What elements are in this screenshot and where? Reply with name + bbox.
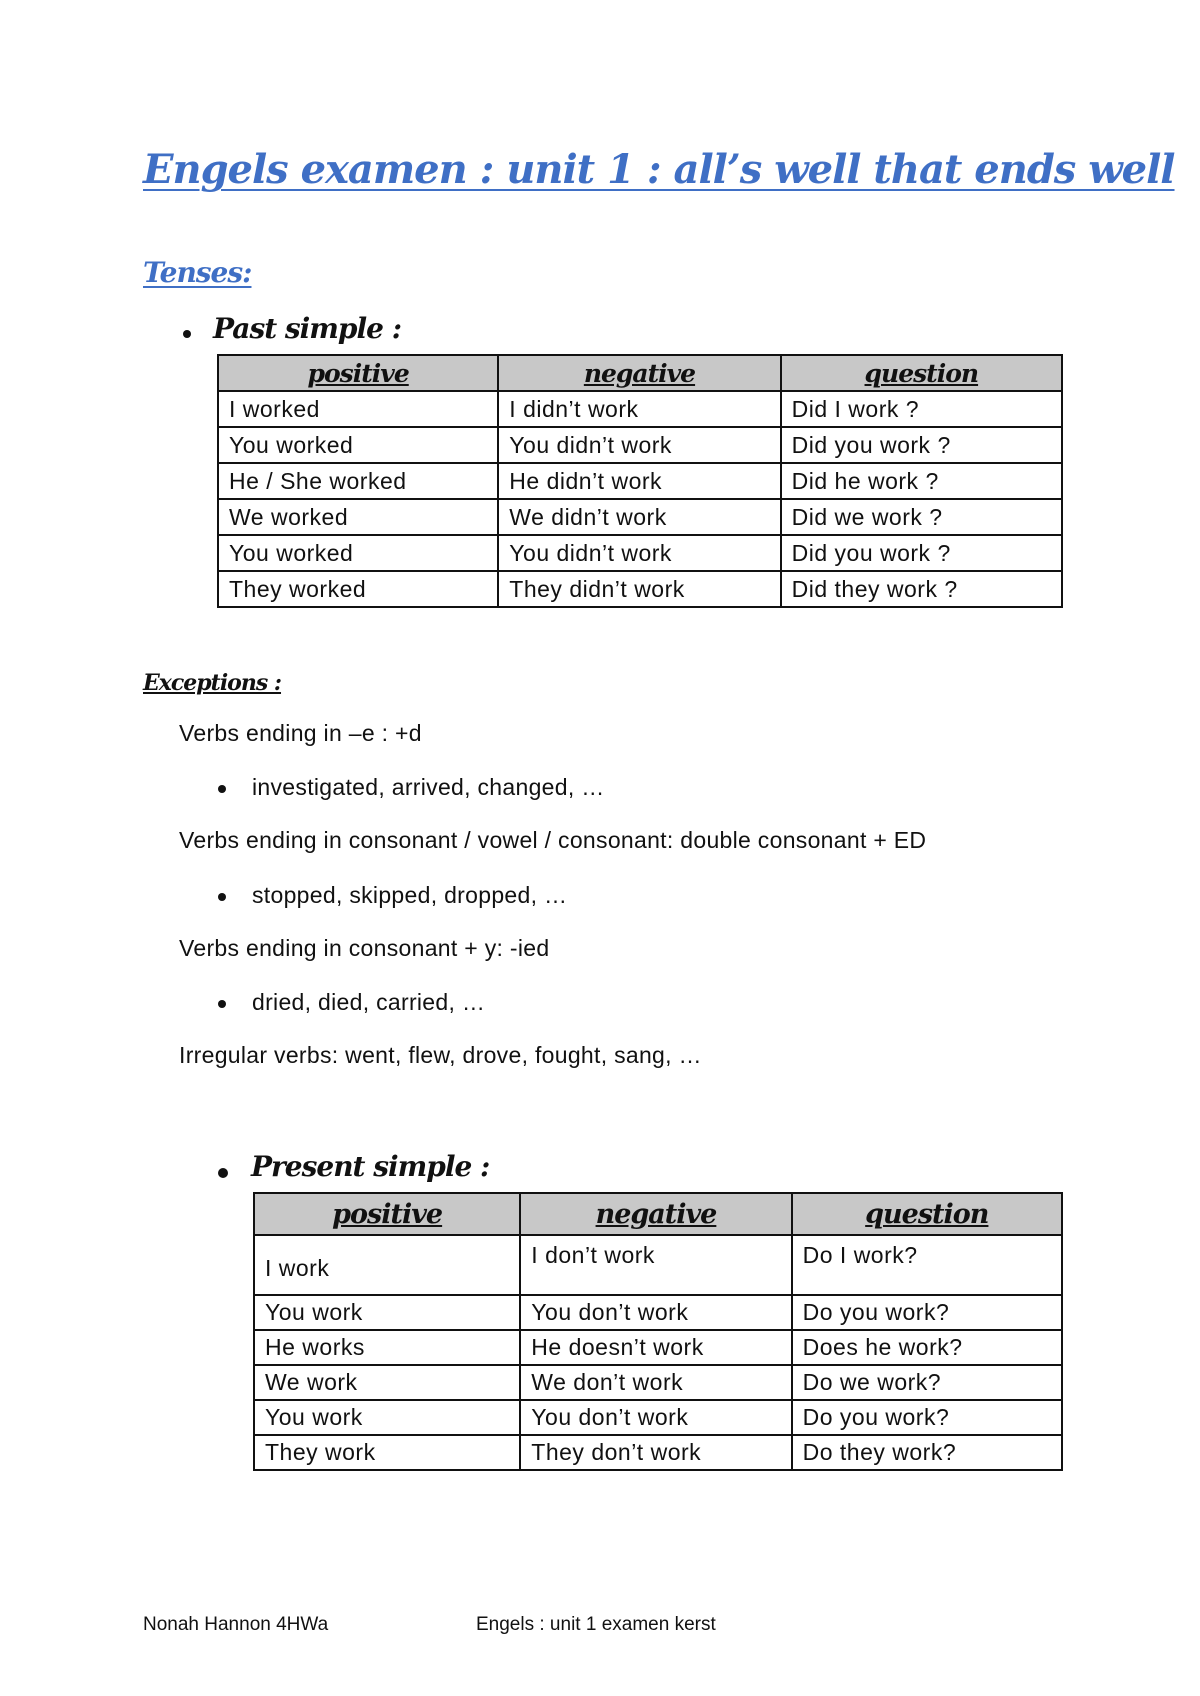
table-row — [254, 1400, 1062, 1435]
header-positive: positive — [218, 355, 498, 391]
rule-double-consonant: Verbs ending in consonant / vowel / consonant: double consonant + ED — [179, 827, 927, 853]
bullet-icon — [183, 330, 191, 338]
table-row — [218, 427, 1062, 463]
cell-negative: He didn’t work — [498, 463, 780, 499]
document-title: Engels examen : unit 1 : all’s well that ends well — [143, 146, 1175, 193]
table-header-row — [254, 1193, 1062, 1235]
example-e-ending: investigated, arrived, changed, … — [252, 774, 605, 800]
cell-positive: He / She worked — [218, 463, 498, 499]
cell-negative: We didn’t work — [498, 499, 780, 535]
cell-positive: You work — [254, 1400, 520, 1435]
cell-negative: He doesn’t work — [520, 1330, 791, 1365]
table-row — [254, 1330, 1062, 1365]
past-simple-table — [217, 354, 1063, 608]
cell-question: Did they work ? — [781, 571, 1062, 607]
bullet-icon — [218, 1168, 228, 1178]
cell-negative: We don’t work — [520, 1365, 791, 1400]
cell-positive: He works — [254, 1330, 520, 1365]
cell-negative: They didn’t work — [498, 571, 780, 607]
bullet-icon — [218, 785, 226, 793]
cell-positive: You work — [254, 1295, 520, 1330]
cell-positive: I work — [254, 1235, 520, 1295]
cell-positive: They work — [254, 1435, 520, 1470]
rule-irregular: Irregular verbs: went, flew, drove, fought, sang, … — [179, 1042, 702, 1068]
cell-positive: You worked — [218, 427, 498, 463]
cell-question: Do they work? — [792, 1435, 1062, 1470]
cell-question: Did he work ? — [781, 463, 1062, 499]
example-double-consonant: stopped, skipped, dropped, … — [252, 882, 568, 908]
cell-negative: I didn’t work — [498, 391, 780, 427]
cell-positive: I worked — [218, 391, 498, 427]
footer-document-title: Engels : unit 1 examen kerst — [476, 1614, 716, 1635]
tenses-heading: Tenses: — [143, 256, 252, 289]
rule-y-ending: Verbs ending in consonant + y: -ied — [179, 935, 550, 961]
cell-negative: You don’t work — [520, 1295, 791, 1330]
present-simple-heading: Present simple : — [251, 1150, 490, 1183]
table-row — [254, 1365, 1062, 1400]
cell-question: Did we work ? — [781, 499, 1062, 535]
header-negative: negative — [520, 1193, 791, 1235]
rule-e-ending: Verbs ending in –e : +d — [179, 720, 422, 746]
cell-negative: You didn’t work — [498, 427, 780, 463]
cell-positive: We work — [254, 1365, 520, 1400]
table-row — [218, 463, 1062, 499]
cell-question: Did you work ? — [781, 427, 1062, 463]
cell-question: Do you work? — [792, 1400, 1062, 1435]
table-row — [218, 391, 1062, 427]
table-row — [254, 1235, 1062, 1295]
cell-negative: I don’t work — [520, 1235, 791, 1295]
cell-positive: We worked — [218, 499, 498, 535]
header-negative: negative — [498, 355, 780, 391]
table-row — [218, 571, 1062, 607]
header-question: question — [792, 1193, 1062, 1235]
cell-negative: You didn’t work — [498, 535, 780, 571]
cell-question: Does he work? — [792, 1330, 1062, 1365]
cell-negative: They don’t work — [520, 1435, 791, 1470]
header-question: question — [781, 355, 1062, 391]
cell-positive: You worked — [218, 535, 498, 571]
example-y-ending: dried, died, carried, … — [252, 989, 486, 1015]
cell-question: Do we work? — [792, 1365, 1062, 1400]
cell-positive: They worked — [218, 571, 498, 607]
table-row — [218, 499, 1062, 535]
table-row — [254, 1295, 1062, 1330]
cell-question: Do I work? — [792, 1235, 1062, 1295]
header-positive: positive — [254, 1193, 520, 1235]
table-header-row — [218, 355, 1062, 391]
present-simple-table — [253, 1192, 1063, 1471]
cell-question: Did I work ? — [781, 391, 1062, 427]
table-row — [254, 1435, 1062, 1470]
table-row — [218, 535, 1062, 571]
cell-question: Do you work? — [792, 1295, 1062, 1330]
bullet-icon — [218, 893, 226, 901]
cell-negative: You don’t work — [520, 1400, 791, 1435]
exceptions-heading: Exceptions : — [143, 670, 282, 696]
bullet-icon — [218, 1000, 226, 1008]
footer-author: Nonah Hannon 4HWa — [143, 1614, 329, 1635]
past-simple-heading: Past simple : — [213, 312, 402, 345]
cell-question: Did you work ? — [781, 535, 1062, 571]
